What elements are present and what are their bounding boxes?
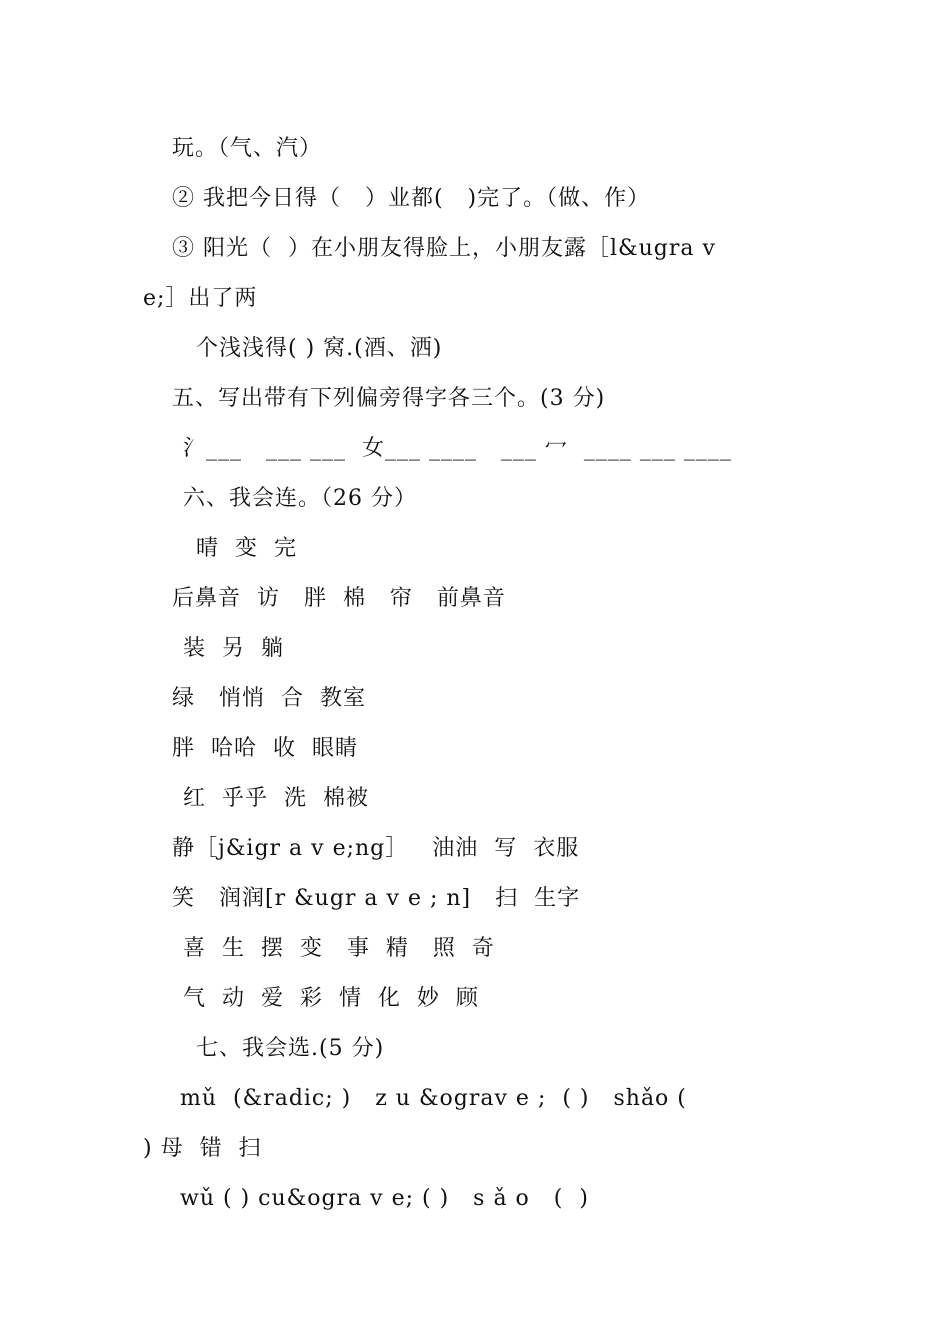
text-line-2: ② 我把今日得（ ）业都( )完了。（做、作） — [172, 186, 651, 211]
text-line-15: 静［j&igr a v e;ng］ 油油 写 衣服 — [172, 836, 580, 861]
text-line-12: 绿 悄悄 合 教室 — [172, 686, 366, 711]
text-line-13: 胖 哈哈 收 眼睛 — [172, 736, 358, 761]
text-line-4: e;］出了两 — [143, 286, 258, 311]
text-line-20: mǔ (&radic; ) z u &ograv e ; ( ) shǎo ( — [180, 1086, 687, 1111]
text-line-21: ) 母 错 扫 — [143, 1136, 262, 1161]
section-5-heading: 五、写出带有下列偏旁得字各三个。(3 分) — [172, 386, 606, 411]
text-line-14: 红 乎乎 洗 棉被 — [183, 786, 369, 811]
text-line-11: 装 另 躺 — [183, 636, 284, 661]
text-line-18: 气 动 爱 彩 情 化 妙 顾 — [183, 986, 479, 1011]
text-line-17: 喜 生 摆 变 事 精 照 奇 — [183, 936, 495, 961]
section-7-heading: 七、我会选.(5 分) — [196, 1036, 385, 1061]
text-line-9: 晴 变 完 — [196, 536, 297, 561]
text-line-16: 笑 润润[r &ugr a v e ; n] 扫 生字 — [172, 886, 581, 911]
text-line-5: 个浅浅得( ) 窝.(酒、洒) — [196, 336, 443, 361]
text-line-10: 后鼻音 访 胖 棉 帘 前鼻音 — [172, 586, 506, 611]
section-6-heading: 六、我会连。（26 分） — [183, 486, 417, 511]
text-line-3: ③ 阳光（ ）在小朋友得脸上，小朋友露［l&ugra v — [172, 236, 716, 261]
text-line-22: wǔ ( ) cu&ogra v e; ( ) s ǎ o ( ) — [180, 1186, 589, 1211]
text-line-1: 玩。（气、汽） — [172, 136, 323, 161]
radical-blanks-line: 氵___ ___ ___ 女___ ____ ___ 冖 ____ ___ ____ — [183, 436, 732, 461]
